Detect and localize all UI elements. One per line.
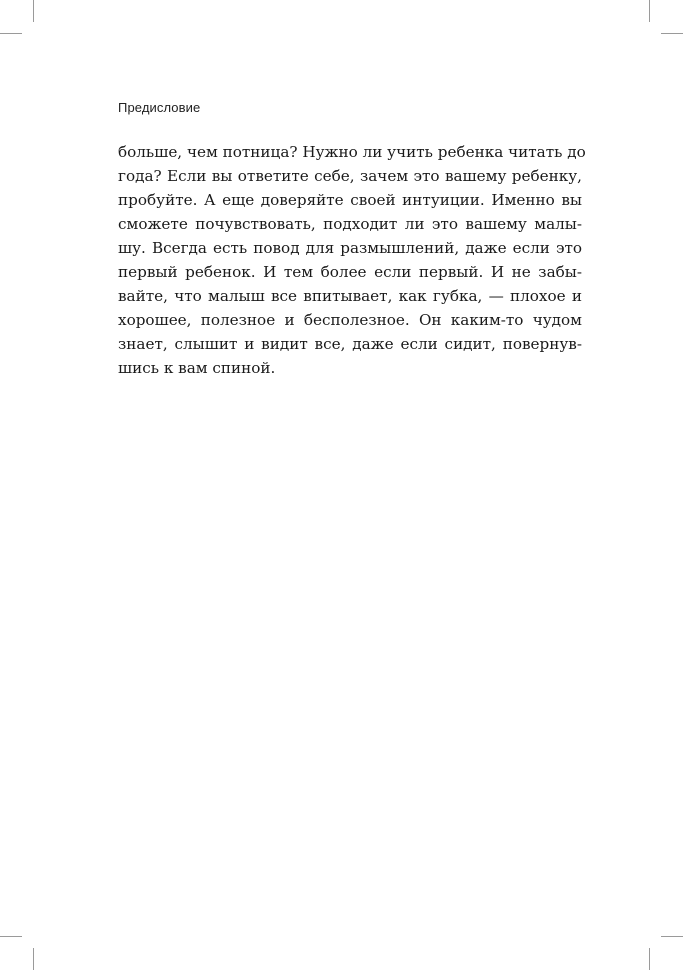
text-line: пробуйте. А еще доверяйте своей интуиции. Именно вы: [118, 191, 582, 209]
crop-mark-bottom-right-vertical: [649, 948, 650, 970]
text-line: больше, чем потница? Нужно ли учить ребенка читать до: [118, 143, 586, 161]
text-line: хорошее, полезное и бесполезное. Он каким-то чудом: [118, 311, 582, 329]
text-line: первый ребенок. И тем более если первый. И не забы-: [118, 263, 582, 281]
crop-mark-bottom-left-vertical: [33, 948, 34, 970]
crop-mark-top-right-horizontal: [661, 33, 683, 34]
crop-mark-bottom-left-horizontal: [0, 936, 22, 937]
crop-mark-top-left-vertical: [33, 0, 34, 22]
text-line: шу. Всегда есть повод для размышлений, даже если это: [118, 239, 582, 257]
text-line: знает, слышит и видит все, даже если сидит, повернув-: [118, 335, 582, 353]
crop-mark-top-right-vertical: [649, 0, 650, 22]
body-paragraph: [118, 140, 586, 380]
text-line: шись к вам спиной.: [118, 359, 276, 377]
running-head: Предисловие: [118, 100, 201, 115]
text-line: года? Если вы ответите себе, зачем это вашему ребенку,: [118, 167, 582, 185]
crop-mark-top-left-horizontal: [0, 33, 22, 34]
text-line: сможете почувствовать, подходит ли это вашему малы-: [118, 215, 582, 233]
text-line: вайте, что малыш все впитывает, как губка, — плохое и: [118, 287, 582, 305]
crop-mark-bottom-right-horizontal: [661, 936, 683, 937]
